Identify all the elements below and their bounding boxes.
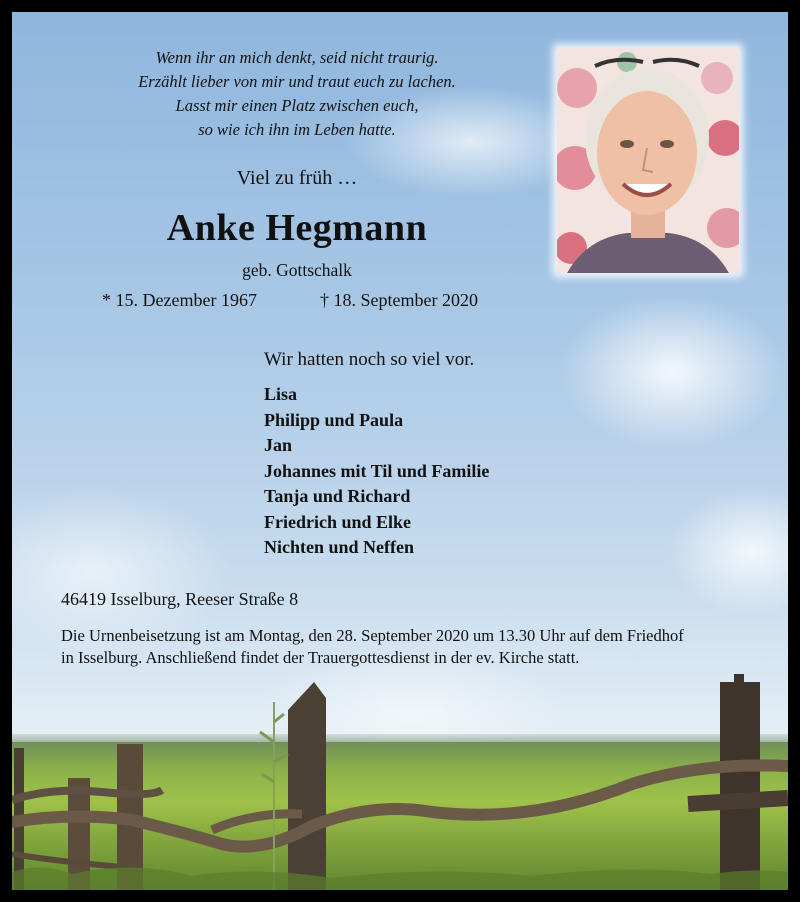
mourner-item: Friedrich und Elke bbox=[264, 511, 412, 532]
poem-line: Lasst mir einen Platz zwischen euch, bbox=[175, 96, 419, 115]
poem-line: Wenn ihr an mich denkt, seid nicht traurig. bbox=[155, 48, 439, 67]
mourner-item: Jan bbox=[264, 435, 293, 455]
obituary-card bbox=[12, 12, 788, 890]
mourners-list bbox=[264, 382, 489, 561]
funeral-notice bbox=[61, 625, 741, 669]
notice-line: in Isselburg. Anschließend findet der Trauergottesdienst in der ev. Kirche statt. bbox=[61, 648, 580, 667]
mourner-item: Lisa bbox=[264, 384, 298, 404]
deceased-name: Anke Hegmann bbox=[166, 207, 428, 249]
poem bbox=[102, 46, 492, 142]
poem-line: Erzählt lieber von mir und traut euch zu lachen. bbox=[138, 72, 456, 91]
intro-text: Viel zu früh … bbox=[236, 167, 358, 189]
mourner-item: Tanja und Richard bbox=[264, 486, 411, 506]
birth-date: * 15. Dezember 1967 bbox=[102, 290, 257, 310]
mourner-item: Philipp und Paula bbox=[264, 409, 404, 430]
address: 46419 Isselburg, Reeser Straße 8 bbox=[61, 589, 299, 609]
motto-text: Wir hatten noch so viel vor. bbox=[264, 349, 475, 370]
death-date: † 18. September 2020 bbox=[320, 290, 478, 310]
portrait-photo bbox=[557, 48, 739, 273]
birth-name: geb. Gottschalk bbox=[242, 260, 352, 280]
mourner-item: Nichten und Neffen bbox=[264, 537, 415, 557]
fence-icon bbox=[12, 662, 788, 890]
notice-line: Die Urnenbeisetzung ist am Montag, den 28. September 2020 um 13.30 Uhr auf dem Friedhof bbox=[61, 626, 684, 645]
mourner-item: Johannes mit Til und Familie bbox=[264, 460, 490, 481]
poem-line: so wie ich ihn im Leben hatte. bbox=[198, 120, 396, 139]
